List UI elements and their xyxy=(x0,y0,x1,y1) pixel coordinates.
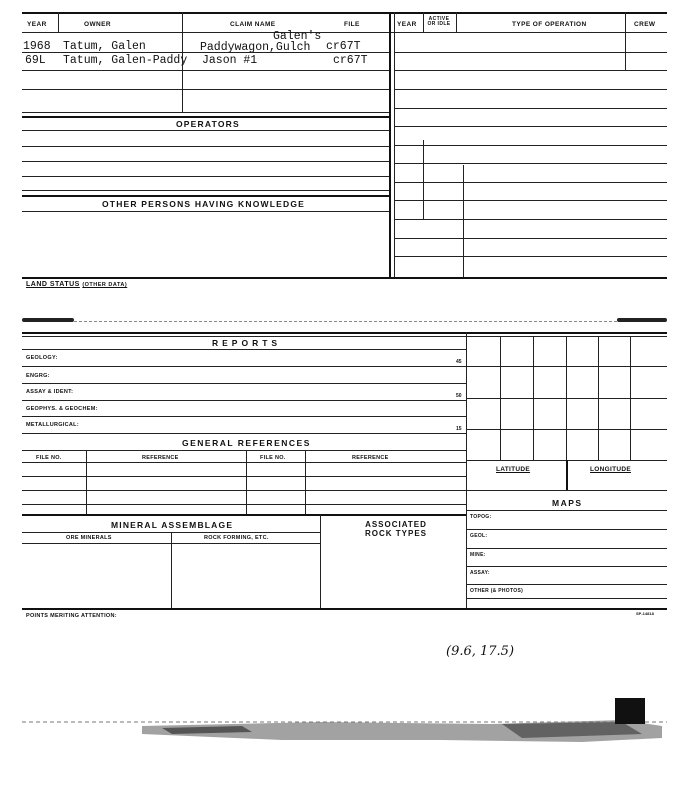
scan-black-block xyxy=(615,698,645,724)
associated-rock-types-heading: ASSOCIATED ROCK TYPES xyxy=(364,520,427,538)
handwritten-coordinates: (9.6, 17.5) xyxy=(446,644,515,659)
header-type-of-operation: TYPE OF OPERATION xyxy=(512,21,587,28)
row2-year: 69L xyxy=(25,54,46,67)
row2-owner: Tatum, Galen-Paddy xyxy=(63,54,188,67)
engrg-label: ENGRG: xyxy=(26,373,50,379)
header-crew: CREW xyxy=(634,21,656,28)
margin-number-45: 45 xyxy=(456,359,462,365)
scan-smear-right xyxy=(617,318,667,322)
metallurgical-label: METALLURGICAL: xyxy=(26,422,79,428)
header-file: FILE xyxy=(344,21,360,28)
maps-mine-label: MINE: xyxy=(470,552,486,558)
scan-noise-band xyxy=(22,712,667,752)
row1-file: cr67T xyxy=(326,40,361,53)
rock-forming-header: ROCK FORMING, ETC. xyxy=(204,535,269,541)
operators-heading: OPERATORS xyxy=(176,119,240,129)
header-active-or-idle: ACTIVE OR IDLE xyxy=(427,16,451,27)
land-status-label: LAND STATUS xyxy=(26,281,80,288)
maps-geol-label: GEOL: xyxy=(470,533,488,539)
longitude-label: LONGITUDE xyxy=(590,466,631,473)
reference-header-2: REFERENCE xyxy=(352,455,389,461)
geology-label: GEOLOGY: xyxy=(26,355,58,361)
form-number: SP-14818 xyxy=(636,611,654,616)
header-year: YEAR xyxy=(27,21,47,28)
row2-claim: Jason #1 xyxy=(202,54,258,67)
row1-claim: Paddywagon,Gulch xyxy=(200,41,311,54)
row2-file: cr67T xyxy=(333,54,368,67)
header-claim-name: CLAIM NAME xyxy=(230,21,276,28)
general-references-heading: GENERAL REFERENCES xyxy=(182,438,311,448)
geophys-label: GEOPHYS. & GEOCHEM: xyxy=(26,406,98,412)
points-meriting-attention-label: POINTS MERITING ATTENTION: xyxy=(26,613,117,619)
scan-smear-left xyxy=(22,318,74,322)
maps-other-label: OTHER (& PHOTOS) xyxy=(470,588,524,594)
file-no-header: FILE NO. xyxy=(36,455,62,461)
land-status-note: (OTHER DATA) xyxy=(82,282,128,288)
assay-label: ASSAY & IDENT: xyxy=(26,389,74,395)
mineral-assemblage-heading: MINERAL ASSEMBLAGE xyxy=(111,520,234,530)
other-persons-heading: OTHER PERSONS HAVING KNOWLEDGE xyxy=(102,199,306,209)
row1-owner: Tatum, Galen xyxy=(63,40,146,53)
latitude-label: LATITUDE xyxy=(496,466,531,473)
file-no-header-2: FILE NO. xyxy=(260,455,286,461)
maps-topog-label: TOPOG: xyxy=(470,514,492,520)
reports-heading: REPORTS xyxy=(212,338,282,348)
maps-heading: MAPS xyxy=(552,498,583,508)
header-owner: OWNER xyxy=(84,21,111,28)
header-year-ops: YEAR xyxy=(397,21,417,28)
land-status-heading xyxy=(26,281,127,288)
reference-header: REFERENCE xyxy=(142,455,179,461)
claim-name-overflow: Galen's xyxy=(273,30,322,43)
ore-minerals-header: ORE MINERALS xyxy=(66,535,112,541)
row1-year: 1968 xyxy=(23,40,51,53)
maps-assay-label: ASSAY: xyxy=(470,570,490,576)
margin-number-15: 15 xyxy=(456,426,462,432)
margin-number-50: 50 xyxy=(456,393,462,399)
